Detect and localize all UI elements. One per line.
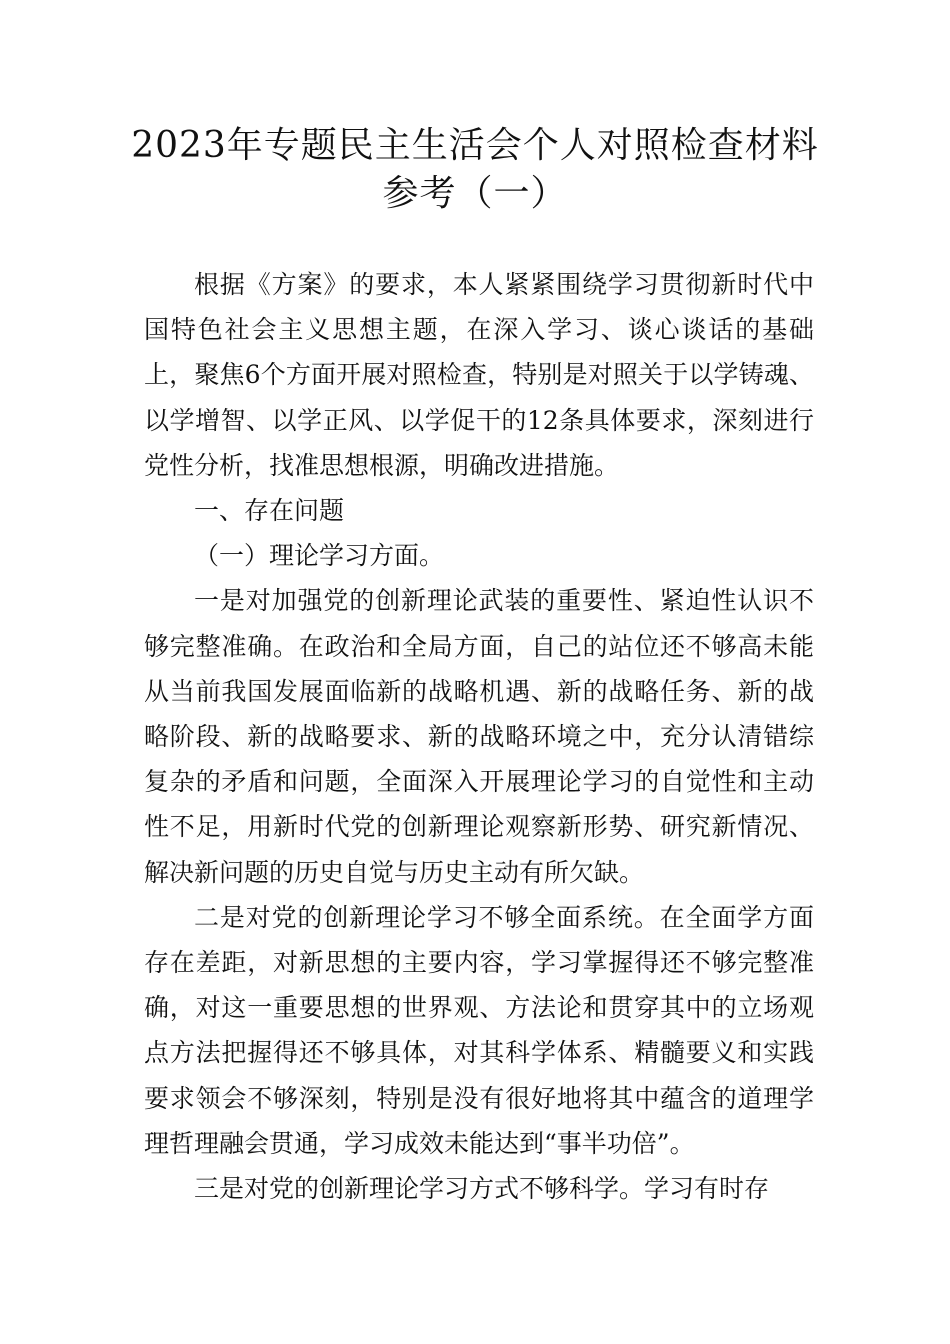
body-paragraph: 二是对党的创新理论学习不够全面系统。在全面学方面存在差距，对新思想的主要内容，学习掌握得还不够完整准确，对这一重要思想的世界观、方法论和贯穿其中的立场观点方法把握得还不够具体，对其科学体系、精髓要义和实践要求领会不够深刻，特别是没有很好地将其中蕴含的道理学理哲理融会贯通，学习成效未能达到“事半功倍”。: [144, 902, 814, 1158]
intro-paragraph: 根据《方案》的要求，本人紧紧围绕学习贯彻新时代中国特色社会主义思想主题，在深入学习、谈心谈话的基础上，聚焦6个方面开展对照检查，特别是对照关于以学铸魂、以学增智、以学正风、以学促干的12条具体要求，深刻进行党性分析，找准思想根源，明确改进措施。: [144, 270, 814, 480]
body-paragraph: 一是对加强党的创新理论武装的重要性、紧迫性认识不够完整准确。在政治和全局方面，自己的站位还不够高未能从当前我国发展面临新的战略机遇、新的战略任务、新的战略阶段、新的战略要求、新的战略环境之中，充分认清错综复杂的矛盾和问题，全面深入开展理论学习的自觉性和主动性不足，用新时代党的创新理论观察新形势、研究新情况、解决新问题的历史自觉与历史主动有所欠缺。: [144, 586, 814, 887]
subsection-heading: （一）理论学习方面。: [194, 541, 445, 571]
document-title: [100, 122, 850, 218]
section-heading: 一、存在问题: [194, 496, 345, 526]
title-line-1: 2023年专题民主生活会个人对照检查材料: [131, 125, 819, 166]
title-line-2: 参考（一）: [382, 173, 568, 214]
body-paragraph: 三是对党的创新理论学习方式不够科学。学习有时存: [194, 1174, 770, 1204]
document-body: [144, 262, 814, 1211]
